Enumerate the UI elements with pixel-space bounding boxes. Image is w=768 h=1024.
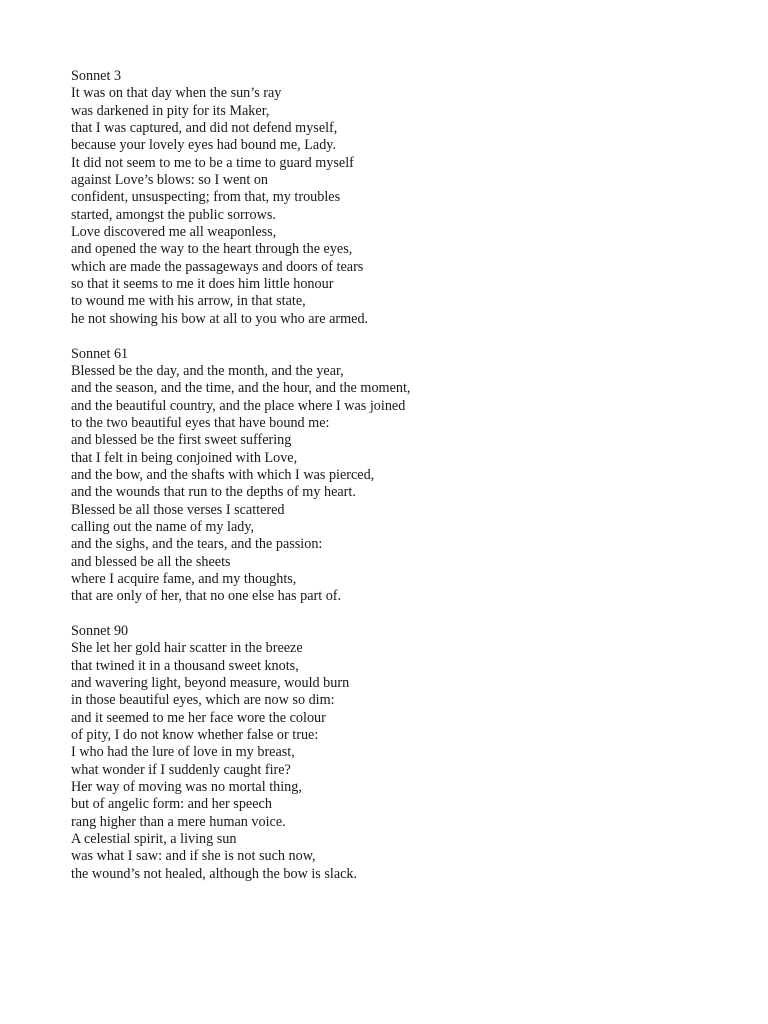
poem-line: It did not seem to me to be a time to guard myself [71,154,354,171]
poem-line: Her way of moving was no mortal thing, [71,779,302,796]
poem-line: and blessed be the first sweet suffering [71,432,292,449]
poem-line: where I acquire fame, and my thoughts, [71,570,297,587]
sonnet-title: Sonnet 90 [71,623,129,639]
poem-line: and the wounds that run to the depths of my heart. [71,484,356,501]
poem-line: Blessed be the day, and the month, and the year, [71,362,344,379]
poem-line: to wound me with his arrow, in that state, [71,293,306,310]
poem-line: and the season, and the time, and the hour, and the moment, [71,380,411,397]
poem-line: but of angelic form: and her speech [71,796,272,813]
poem-line: and wavering light, beyond measure, would burn [71,675,350,692]
poem-line: which are made the passageways and doors of tears [71,258,364,275]
poem-line: and the bow, and the shafts with which I was pierced, [71,466,375,483]
document-page [71,68,731,901]
poem-line: and it seemed to me her face wore the colour [71,709,326,726]
poem-line: and opened the way to the heart through the eyes, [71,241,353,258]
poem-line: and blessed be all the sheets [71,553,231,570]
sonnet-61 [71,346,731,606]
poem-line: of pity, I do not know whether false or true: [71,727,319,744]
poem-line: that twined it in a thousand sweet knots, [71,657,299,674]
sonnet-title: Sonnet 3 [71,68,122,84]
sonnet-90 [71,623,731,883]
poem-line: confident, unsuspecting; from that, my troubles [71,189,341,206]
poem-line: and the beautiful country, and the place where I was joined [71,397,406,414]
poem-line: rang higher than a mere human voice. [71,813,286,830]
poem-line: A celestial spirit, a living sun [71,831,237,848]
poem-line: I who had the lure of love in my breast, [71,744,295,761]
poem-line: so that it seems to me it does him little honour [71,276,334,293]
poem-line: was darkened in pity for its Maker, [71,102,270,119]
poem-line: started, amongst the public sorrows. [71,206,276,223]
poem-line: and the sighs, and the tears, and the passion: [71,536,323,553]
poem-line: that I felt in being conjoined with Love, [71,449,298,466]
poem-line: Love discovered me all weaponless, [71,224,277,241]
poem-line: he not showing his bow at all to you who are armed. [71,310,369,327]
poem-line: It was on that day when the sun’s ray [71,85,282,102]
poem-line: Blessed be all those verses I scattered [71,501,285,518]
sonnet-lines [71,640,731,883]
poem-line: She let her gold hair scatter in the breeze [71,640,303,657]
poem-line: calling out the name of my lady, [71,518,255,535]
poem-line: the wound’s not healed, although the bow is slack. [71,865,358,882]
poem-line: what wonder if I suddenly caught fire? [71,761,291,778]
poem-line: to the two beautiful eyes that have bound me: [71,414,330,431]
poem-line: that I was captured, and did not defend myself, [71,120,338,137]
poem-line: was what I saw: and if she is not such now, [71,848,316,865]
poem-line: in those beautiful eyes, which are now so dim: [71,692,335,709]
sonnet-lines [71,363,731,606]
sonnet-title: Sonnet 61 [71,345,129,362]
poem-line: that are only of her, that no one else has part of. [71,588,342,605]
poem-line: because your lovely eyes had bound me, Lady. [71,137,337,154]
sonnet-lines [71,85,731,328]
sonnet-3 [71,68,731,328]
poem-line: against Love’s blows: so I went on [71,172,269,189]
